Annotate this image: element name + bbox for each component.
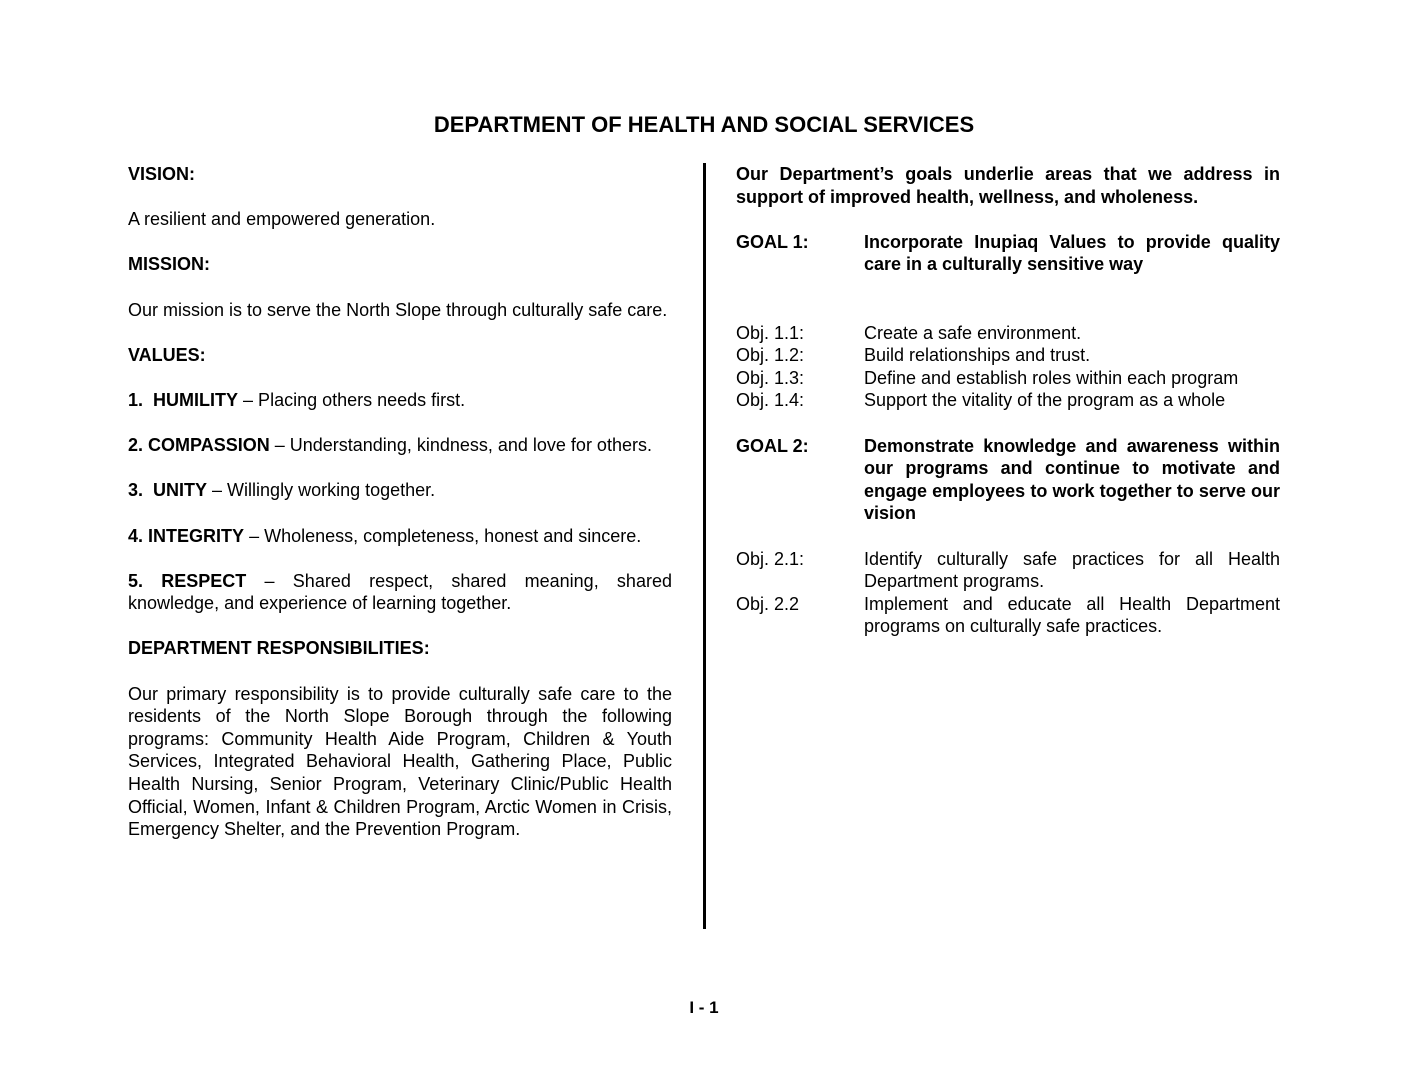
left-column (128, 163, 672, 841)
values-heading: VALUES: (128, 344, 206, 365)
goals-intro: Our Department’s goals underlie areas that we address in support of improved health, wellness, and wholeness. (736, 164, 1280, 207)
value-item: 3. UNITY – Willingly working together. (128, 480, 436, 501)
page-title: DEPARTMENT OF HEALTH AND SOCIAL SERVICES (433, 112, 975, 137)
value-name: HUMILITY (153, 389, 239, 410)
value-desc: – Wholeness, completeness, honest and sincere. (249, 525, 642, 546)
objective-row: Obj. 2.2 Implement and educate all Health Department programs on culturally safe practices. (736, 593, 1280, 637)
mission-heading: MISSION: (128, 254, 211, 275)
value-desc: – Shared respect, shared meaning, shared knowledge, and experience of learning together. (128, 570, 672, 614)
value-name: COMPASSION (148, 435, 270, 456)
goal-label: GOAL 1: (736, 231, 809, 252)
value-item: 5. RESPECT – Shared respect, shared meaning, shared knowledge, and experience of learning together. (128, 570, 672, 614)
responsibilities-heading: DEPARTMENT RESPONSIBILITIES: (128, 638, 430, 659)
value-name: INTEGRITY (148, 525, 245, 546)
value-desc: – Willingly working together. (212, 480, 436, 501)
goal-text: Demonstrate knowledge and awareness within our programs and continue to motivate and engage employees to work together to serve our vision (864, 435, 1280, 524)
column-divider (703, 163, 706, 929)
value-name: UNITY (153, 480, 208, 501)
goal-label: GOAL 2: (736, 435, 809, 456)
value-item: 2. COMPASSION – Understanding, kindness, and love for others. (128, 435, 652, 456)
objective-row: Obj. 1.2: Build relationships and trust. (736, 345, 1091, 366)
goal-1 (736, 231, 1280, 276)
value-name: RESPECT (161, 570, 247, 591)
value-item: 4. INTEGRITY – Wholeness, completeness, honest and sincere. (128, 525, 642, 546)
goal-2 (736, 435, 1280, 525)
objective-row: Obj. 1.3: Define and establish roles within each program (736, 367, 1239, 388)
value-desc: – Understanding, kindness, and love for others. (274, 435, 652, 456)
right-column (736, 163, 1280, 638)
mission-text: Our mission is to serve the North Slope through culturally safe care. (128, 299, 668, 320)
value-desc: – Placing others needs first. (243, 389, 466, 410)
objective-row: Obj. 1.1: Create a safe environment. (736, 322, 1082, 343)
vision-text: A resilient and empowered generation. (128, 209, 436, 230)
objective-row: Obj. 2.1: Identify culturally safe practices for all Health Department programs. (736, 548, 1280, 592)
objective-row: Obj. 1.4: Support the vitality of the program as a whole (736, 390, 1226, 411)
value-item: 1. HUMILITY – Placing others needs first. (128, 389, 466, 410)
responsibilities-text: Our primary responsibility is to provide culturally safe care to the residents of the North Slope Borough through the following programs: Community Health Aide Program, Children & Youth Services, Integrated Behavioral Health, Gathering Place, Public Health Nursing, Senior Program, Veterinary Clinic/Public Health Official, Women, Infant & Children Program, Arctic Women in Crisis, Emergency Shelter, and the Prevention Program. (128, 683, 672, 840)
page-number: I - 1 (689, 998, 719, 1017)
goal-text: Incorporate Inupiaq Values to provide quality care in a culturally sensitive way (864, 231, 1280, 275)
vision-heading: VISION: (128, 164, 196, 184)
